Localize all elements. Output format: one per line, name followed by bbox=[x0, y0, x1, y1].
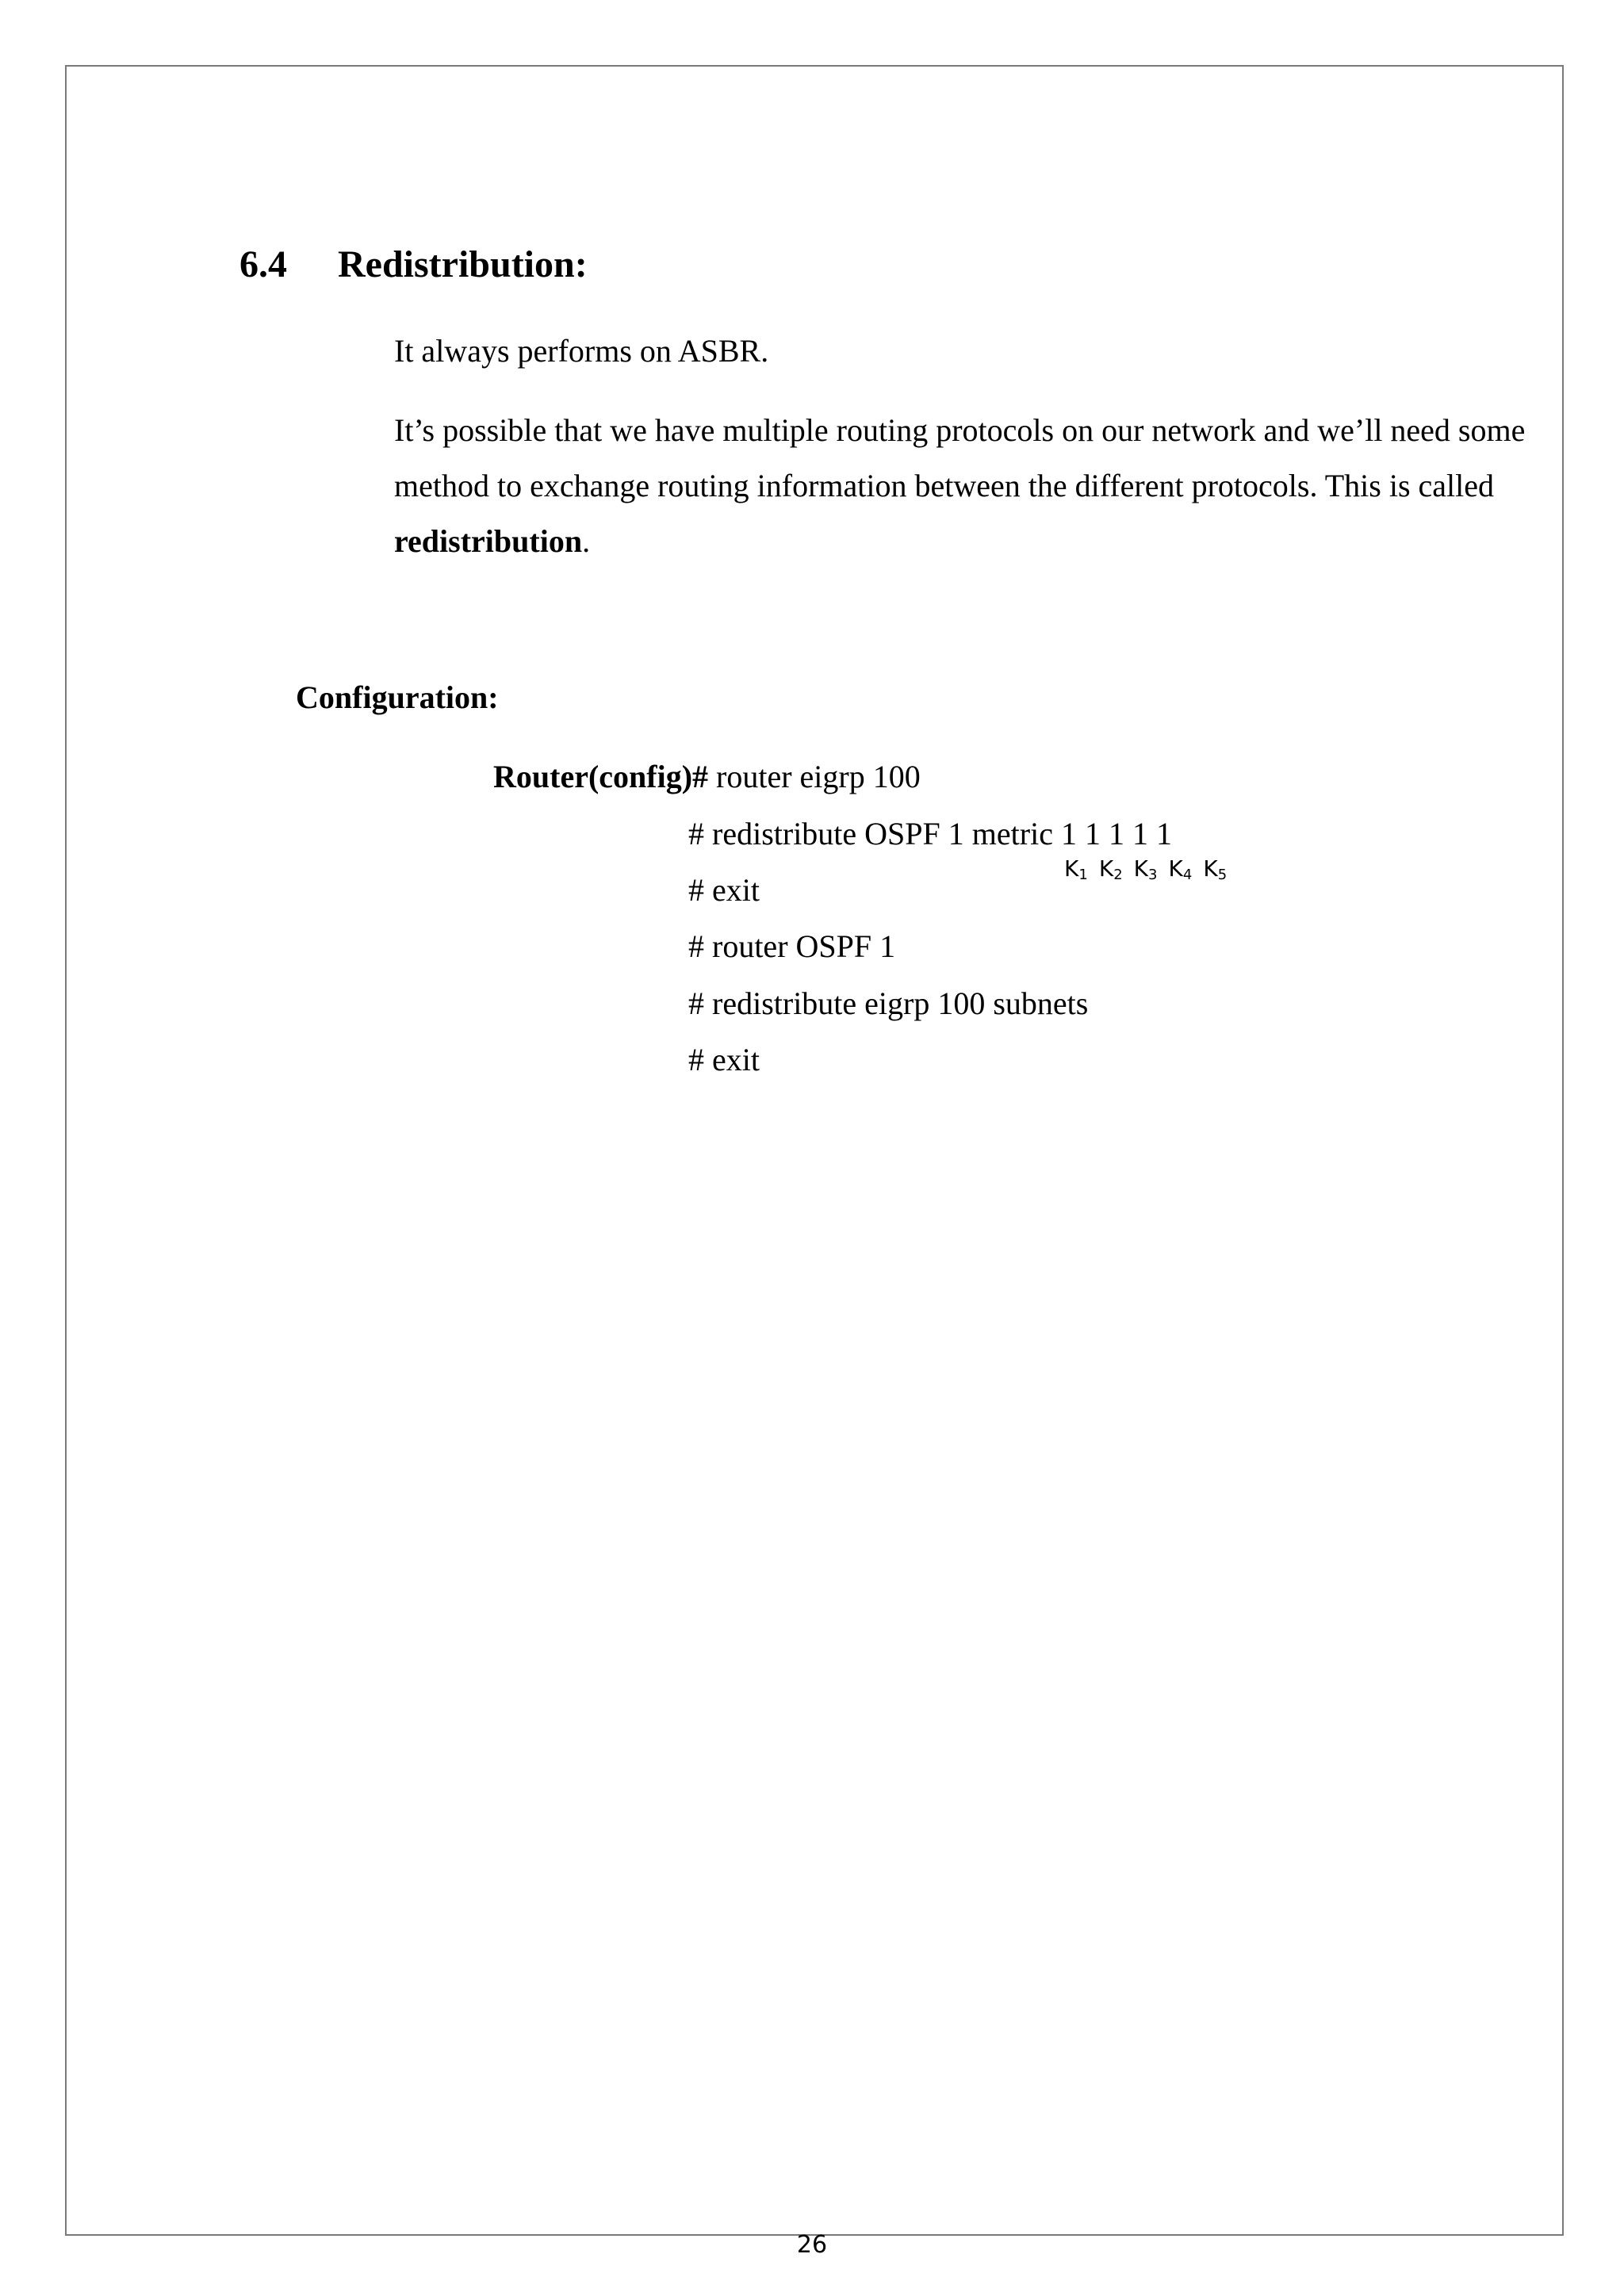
page-border bbox=[65, 65, 1564, 2236]
metric-k-values-annotation bbox=[1064, 855, 1238, 890]
page-number: 26 bbox=[796, 2231, 828, 2259]
command-line-router-ospf: # router OSPF 1 bbox=[688, 928, 896, 964]
metric-k1: $K_1$ bbox=[1064, 855, 1088, 883]
command-line-redistribute-ospf: # redistribute OSPF 1 metric 1 1 1 1 1 bbox=[688, 816, 1172, 851]
command-line-exit-2: # exit bbox=[688, 1042, 760, 1077]
metric-k4: $K_4$ bbox=[1168, 855, 1193, 883]
paragraph-text: It’s possible that we have multiple routing protocols on our network and we’ll need some method to exchange routing information between the different protocols. This is called bbox=[394, 412, 1526, 503]
paragraph-redistribution bbox=[394, 403, 1536, 569]
configuration-heading: Configuration: bbox=[296, 679, 499, 715]
paragraph-bold-term: redistribution bbox=[394, 523, 583, 559]
command-line-router-eigrp bbox=[493, 755, 921, 799]
metric-k5: $K_5$ bbox=[1203, 855, 1228, 883]
metric-k3: $K_3$ bbox=[1133, 855, 1158, 883]
section-heading bbox=[239, 243, 588, 287]
paragraph-asbr: It always performs on ASBR. bbox=[394, 333, 769, 369]
paragraph-end: . bbox=[582, 523, 591, 559]
command-line-exit: # exit bbox=[688, 872, 760, 908]
section-number: 6.4 bbox=[239, 243, 287, 285]
command-text: router eigrp 100 bbox=[708, 759, 921, 794]
router-prompt: Router(config)# bbox=[493, 759, 709, 794]
command-line-redistribute-eigrp: # redistribute eigrp 100 subnets bbox=[688, 985, 1089, 1021]
metric-k2: $K_2$ bbox=[1098, 855, 1123, 883]
section-title: Redistribution: bbox=[338, 243, 588, 285]
